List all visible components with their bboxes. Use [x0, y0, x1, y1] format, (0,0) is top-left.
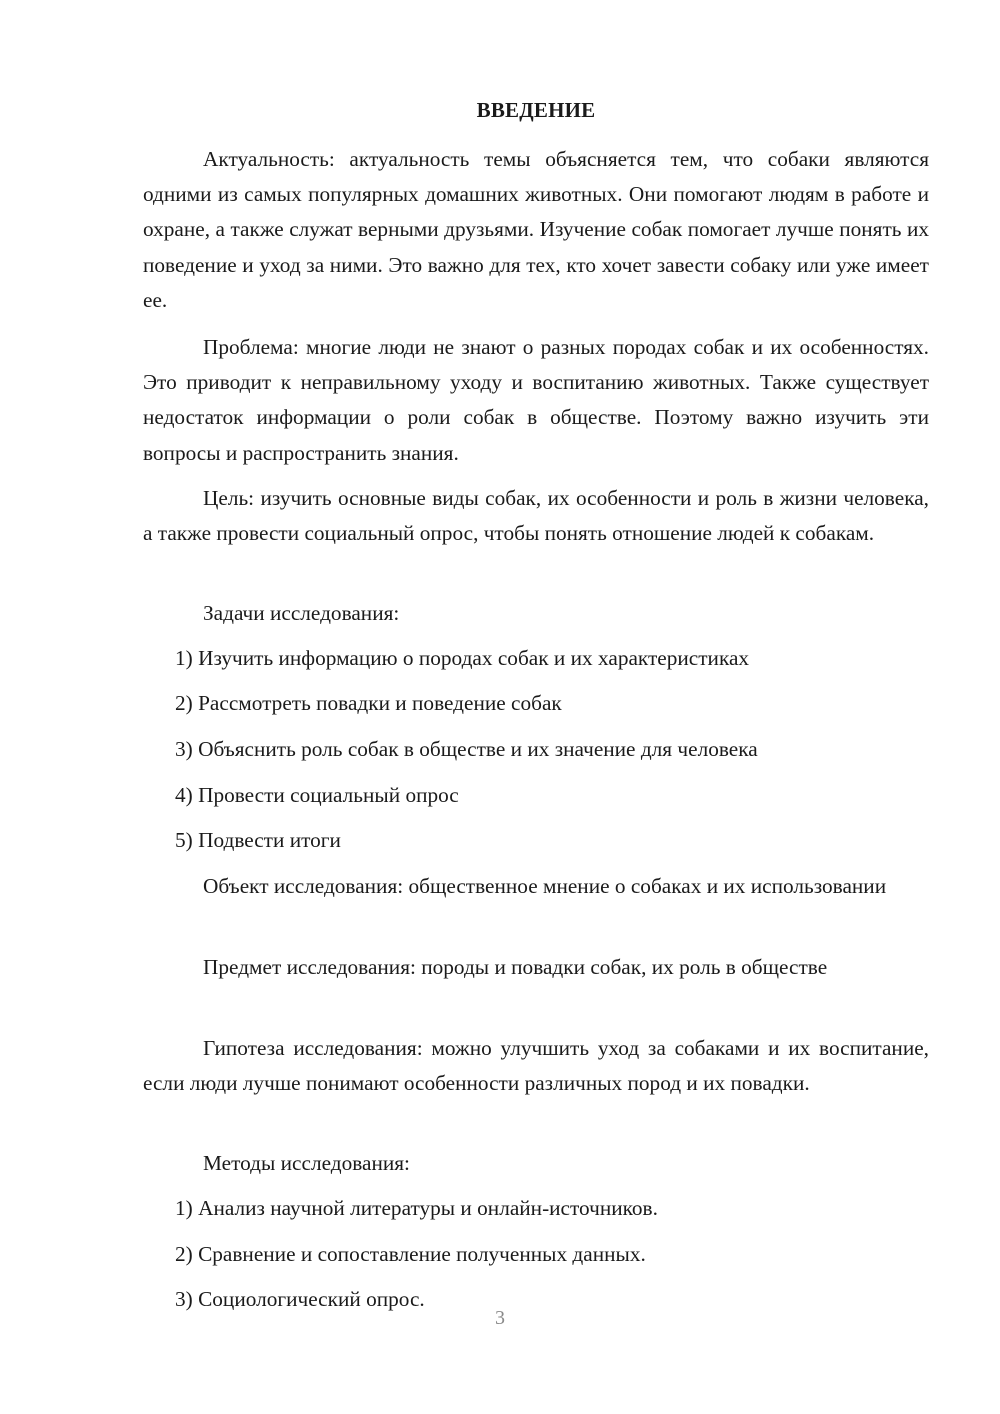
paragraph-relevance: Актуальность: актуальность темы объясняется тем, что собаки являются одними из самых популярных домашних животных. Они помогают людям в работе и охране, а также служат верными друзьями. Изучение собак помогает лучше понять их поведение и уход за ними. Это важно для тех, кто хочет завести собаку или уже имеет ее. [143, 147, 929, 312]
task-item: 3) Объяснить роль собак в обществе и их значение для человека [175, 737, 758, 761]
task-item: 2) Рассмотреть повадки и поведение собак [175, 691, 562, 715]
paragraph-problem: Проблема: многие люди не знают о разных породах собак и их особенностях. Это приводит к неправильному уходу и воспитанию животных. Также существует недостаток информации о роли собак в обществе. Поэтому важно изучить эти вопросы и распространить знания. [143, 335, 929, 465]
page-number: 3 [495, 1307, 505, 1329]
method-item: 1) Анализ научной литературы и онлайн-источников. [175, 1196, 658, 1220]
method-item: 3) Социологический опрос. [175, 1287, 425, 1311]
task-item: 1) Изучить информацию о породах собак и их характеристиках [175, 646, 750, 670]
method-item: 2) Сравнение и сопоставление полученных данных. [175, 1242, 646, 1266]
paragraph-subject: Предмет исследования: породы и повадки собак, их роль в обществе [203, 955, 828, 979]
methods-label: Методы исследования: [203, 1151, 410, 1175]
task-item: 4) Провести социальный опрос [175, 783, 459, 807]
paragraph-hypothesis: Гипотеза исследования: можно улучшить уход за собаками и их воспитание, если люди лучше понимают особенности различных пород и их повадки. [143, 1036, 929, 1096]
section-title: ВВЕДЕНИЕ [476, 98, 596, 122]
tasks-label: Задачи исследования: [203, 601, 400, 625]
task-item: 5) Подвести итоги [175, 828, 341, 852]
paragraph-goal: Цель: изучить основные виды собак, их особенности и роль в жизни человека, а также провести социальный опрос, чтобы понять отношение людей к собакам. [143, 486, 929, 546]
paragraph-object: Объект исследования: общественное мнение о собаках и их использовании [203, 874, 887, 898]
